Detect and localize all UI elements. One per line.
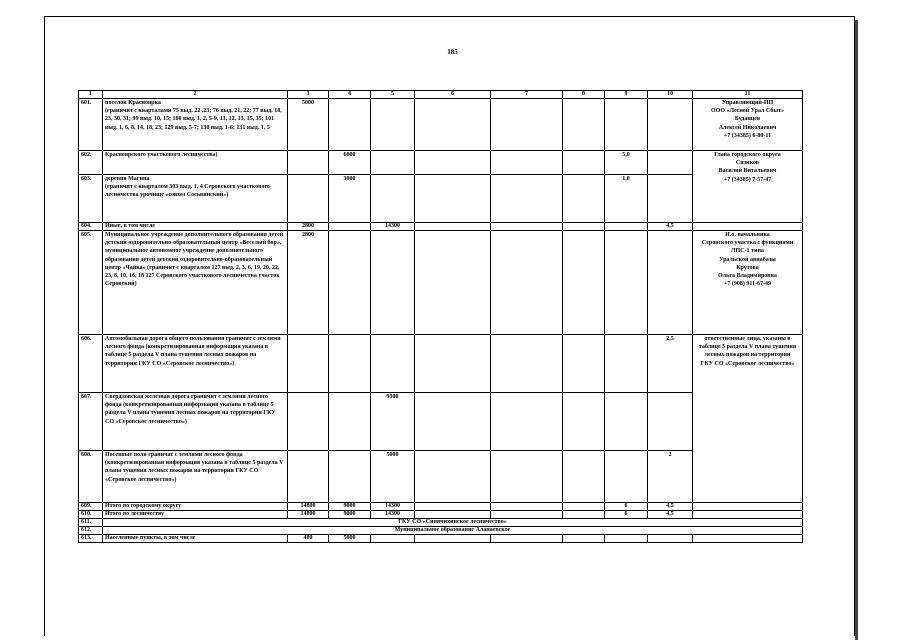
cell-value: 6 [605, 511, 648, 519]
cell-value: 5,0 [605, 151, 648, 175]
cell-value: 4,5 [648, 503, 693, 511]
section-title: ГКУ СО «Синячихинское лесничество» [103, 519, 803, 527]
responsible-person: Глава городского округа Сизиков Василий Витальевич +7 (34385) 7-57-47 [693, 151, 803, 223]
table-row [79, 503, 803, 511]
row-number: 605. [79, 231, 103, 335]
cell-value: 14800 [288, 503, 329, 511]
row-number: 610. [79, 511, 103, 519]
data-table [78, 90, 803, 543]
cell-value: 14300 [371, 503, 415, 511]
cell-value: 9300 [371, 393, 415, 451]
table-row [79, 527, 803, 535]
row-number: 604. [79, 223, 103, 231]
table-row [79, 511, 803, 519]
table-row [79, 231, 803, 335]
row-number: 601. [79, 99, 103, 151]
cell-value: 5000 [329, 535, 371, 543]
col-header: 11 [693, 91, 803, 99]
row-number: 612. [79, 527, 103, 535]
responsible-person: И.о. начальника Серовского участка с функциями ЛПС-1 типа Уральской авиабазы Крутова Ольга Владимировна +7 (908) 911-67-49 [693, 231, 803, 335]
table-row [79, 223, 803, 231]
col-header: 2 [103, 91, 288, 99]
col-header: 1 [79, 91, 103, 99]
table-row [79, 151, 803, 175]
responsible-person: ответственные лица, указаны в таблице 5 раздела V плана тушения лесных пожаров на территории ГКУ СО «Серовское лесничество» [693, 335, 803, 503]
page-number: 185 [447, 48, 458, 56]
row-number: 602. [79, 151, 103, 175]
row-name: Иные, в том числе [103, 223, 288, 231]
row-name: поселок Красноярка (граничит с кварталами 75 выд. 22 ,23; 76 выд. 21, 22; 77 выд. 18, 23, 30, 31; 99 выд. 10, 15; 100 выд. 1, 2, 5-9, 11, 12, 13, 15, 35; 101 выд. 1, 6, 8, 14, 18, 23; 129 выд. 5-7; 130 выд. 1-6; 131 выд. 1, 5 [103, 99, 288, 151]
col-header: 9 [605, 91, 648, 99]
row-name: Свердловская железная дорога граничит с землями лесного фонда (конкретизированная информация указана в таблице 5 раздела V плана тушения лесных пожаров на территории ГКУ СО «Серовское лесничество») [103, 393, 288, 451]
cell-value: 9000 [329, 503, 371, 511]
cell-value: 6 [605, 503, 648, 511]
table-row [79, 99, 803, 151]
responsible-person: Управляющий-ИП ООО «Лесной Урал Сбыт» Буданцев Алексей Николаевич +7 (34385) 6-80-11 [693, 99, 803, 151]
col-header: 3 [288, 91, 329, 99]
header-row [79, 91, 803, 99]
row-number: 609. [79, 503, 103, 511]
row-number: 603. [79, 175, 103, 223]
col-header: 4 [329, 91, 371, 99]
cell-value: 480 [288, 535, 329, 543]
row-name: Населенные пункты, в том числе [103, 535, 288, 543]
col-header: 5 [371, 91, 415, 99]
row-number: 613. [79, 535, 103, 543]
cell-value: 9000 [329, 511, 371, 519]
row-number: 607. [79, 393, 103, 451]
row-name: Красноярского участкового лесничества) [103, 151, 288, 175]
cell-value: 5000 [288, 99, 329, 151]
row-number: 606. [79, 335, 103, 393]
cell-value: 2800 [288, 223, 329, 231]
cell-value: 2,5 [648, 335, 693, 393]
cell-value: 1,0 [605, 175, 648, 223]
row-number: 611. [79, 519, 103, 527]
section-title: Муниципальное образование Алапаевское [103, 527, 803, 535]
col-header: 10 [648, 91, 693, 99]
row-number: 608. [79, 451, 103, 503]
cell-value: 14300 [371, 223, 415, 231]
cell-value: 6000 [329, 151, 371, 175]
row-name: Посевные поля граничат с землями лесного фонда (конкретизированная информация указана в таблице 5 раздела V плана тушения лесных пожаров на территории ГКУ СО «Серовское лесничество») [103, 451, 288, 503]
page-shadow [855, 20, 858, 640]
row-name: Итого по городскому округу [103, 503, 288, 511]
col-header: 6 [415, 91, 491, 99]
row-name: Муниципальное учреждение дополнительного образования детей детский оздоровительно-образовательный центр «Веселый бор», муниципальное автономное учреждение дополнительного образования детей детский оздоровительно-образовательный центр «Чайка» (граничит с кварталом 127 выд. 2, 3, 6, 19, 20, 22, 23, 8, 10, 16, 18 127 Серовского участкового лесничества участок Серовский) [103, 231, 288, 335]
cell-value: 14800 [288, 511, 329, 519]
table-row [79, 519, 803, 527]
table-row [79, 535, 803, 543]
cell-value: 14300 [371, 511, 415, 519]
row-name: деревня Магина (граничит с кварталом 303 выд. 1, 4 Серовского участкового лесничества урочище «совхоз Сосьвинский») [103, 175, 288, 223]
cell-value: 5000 [371, 451, 415, 503]
cell-value: 3000 [329, 175, 371, 223]
cell-value: 2800 [288, 231, 329, 335]
col-header: 8 [563, 91, 605, 99]
table-row [79, 335, 803, 393]
col-header: 7 [491, 91, 563, 99]
cell-value: 4,5 [648, 511, 693, 519]
row-name: Итого по лесничеству [103, 511, 288, 519]
cell-value: 4,5 [648, 223, 693, 231]
row-name: Автомобильная дорога общего пользования граничит с землями лесного фонда (конкретизированная информация указана в таблице 5 раздела V плана тушения лесных пожаров на территории ГКУ СО «Серовское лесничество») [103, 335, 288, 393]
cell-value: 2 [648, 451, 693, 503]
